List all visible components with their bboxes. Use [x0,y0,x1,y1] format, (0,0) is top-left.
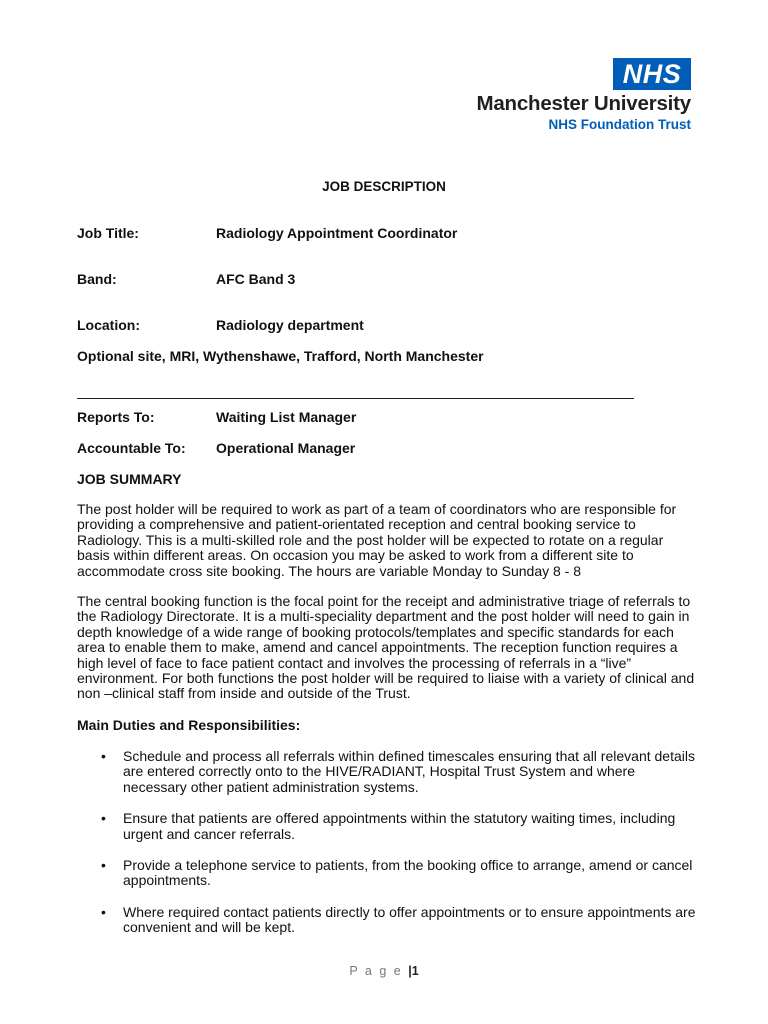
optional-sites: Optional site, MRI, Wythenshawe, Trafford, North Manchester [77,348,484,364]
location-value: Radiology department [216,317,364,333]
duty-text: Provide a telephone service to patients, from the booking office to arrange, amend or cancel appointments. [123,857,693,889]
bullet-icon: • [101,857,106,874]
duty-text: Schedule and process all referrals within defined timescales ensuring that all relevant details are entered correctly onto to the HIVE/RADIANT, Hospital Trust System and where necessary other patient administration systems. [123,748,695,795]
summary-paragraph-2: The central booking function is the focal point for the receipt and administrative triage of referrals to the Radiology Directorate. It is a multi-speciality department and the post holder will need to gain in depth knowledge of a wide range of booking protocols/templates and specific standards for each area to enable them to make, amend and cancel appointments. The reception function requires a high level of face to face patient contact and involves the processing of referrals in a “live” environment. For both functions the post holder will be required to liaise with a variety of clinical and non –clinical staff from inside and outside of the Trust. [77,593,695,702]
nhs-trust-logo [451,58,691,132]
duty-text: Ensure that patients are offered appointments within the statutory waiting times, including urgent and cancer referrals. [123,810,676,842]
bullet-icon: • [101,810,106,827]
job-summary-title: JOB SUMMARY [77,471,182,487]
duty-text: Where required contact patients directly to offer appointments or to ensure appointments are convenient and will be kept. [123,903,696,936]
duty-item [77,905,697,936]
trust-subtitle: NHS Foundation Trust [548,117,691,132]
job-title-value: Radiology Appointment Coordinator [216,225,458,241]
bullet-icon: • [101,903,106,920]
bullet-icon: • [101,748,106,764]
duty-item [77,811,697,842]
reports-to-label: Reports To: [77,409,155,425]
accountable-to-label: Accountable To: [77,440,186,456]
trust-name: Manchester University [476,92,691,115]
band-label: Band: [77,271,117,287]
divider-line [77,398,634,399]
reports-to-value: Waiting List Manager [216,409,357,425]
nhs-badge: NHS [613,58,691,90]
page-number: 1 [411,964,419,978]
summary-paragraph-1: The post holder will be required to work as part of a team of coordinators who are responsible for providing a comprehensive and patient-orientated reception and central booking service to Radiology. This is a multi-skilled role and the post holder will be expected to rotate on a regular basis within different areas. On occasion you may be asked to work from a different site to accommodate cross site booking. The hours are variable Monday to Sunday 8 - 8 [77,501,677,579]
accountable-to-value: Operational Manager [216,440,356,456]
document-heading: JOB DESCRIPTION [322,179,446,194]
duty-item [77,749,697,795]
page-label: P a g e [349,964,409,978]
duties-list [77,749,697,952]
duties-title: Main Duties and Responsibilities: [77,717,301,733]
band-value: AFC Band 3 [216,271,296,287]
duty-item [77,858,697,889]
page-separator: | [408,964,412,978]
location-label: Location: [77,317,140,333]
page-footer [0,964,768,978]
job-title-label: Job Title: [77,225,139,241]
